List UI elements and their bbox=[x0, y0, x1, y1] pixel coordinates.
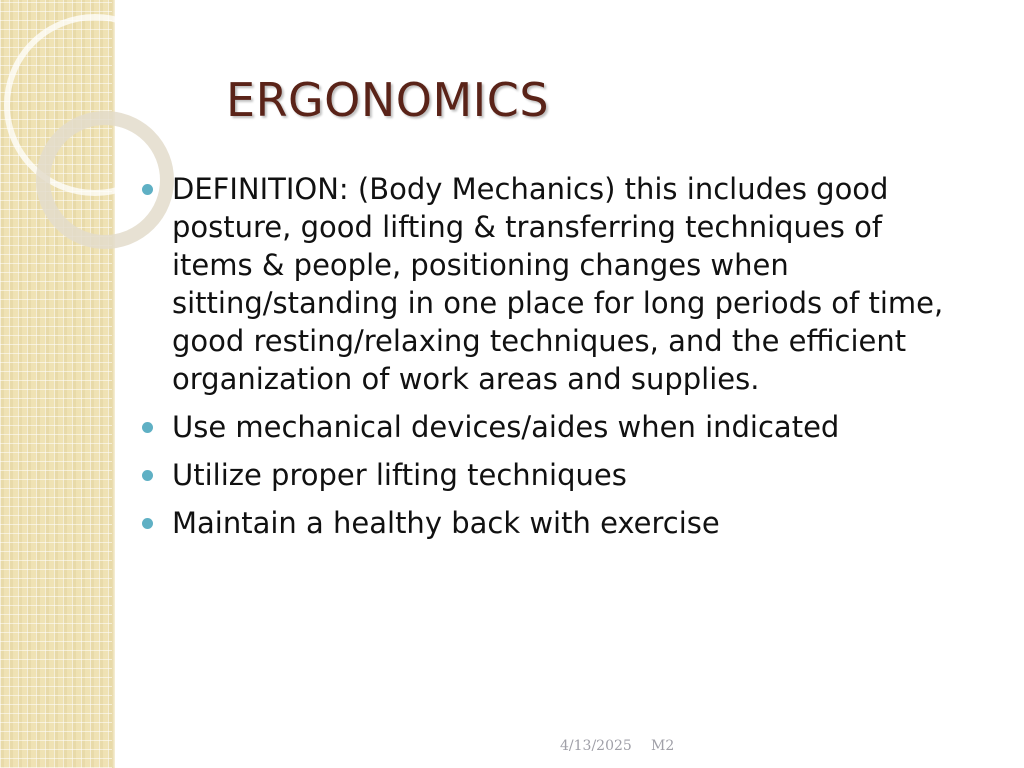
bullet-dot-icon bbox=[142, 470, 153, 481]
bullet-item-lifting-techniques bbox=[136, 456, 956, 494]
bullet-text: Use mechanical devices/aides when indicated bbox=[172, 410, 840, 444]
bullet-text: Utilize proper lifting techniques bbox=[172, 458, 627, 492]
bullet-item-mechanical-devices bbox=[136, 408, 956, 446]
bullet-text: DEFINITION: (Body Mechanics) this includes good posture, good lifting & transferring techniques of items & people, positioning changes when sitting/standing in one place for long periods of time, good resting/relaxing techniques, and the efficient organization of work areas and supplies. bbox=[172, 172, 944, 396]
bullet-dot-icon bbox=[142, 518, 153, 529]
slide-title: ERGONOMICS bbox=[226, 73, 550, 127]
footer-date: 4/13/2025 bbox=[560, 738, 632, 754]
ring-large bbox=[7, 17, 183, 193]
bullet-item-definition bbox=[136, 170, 956, 398]
bullet-item-healthy-back bbox=[136, 504, 956, 542]
bullet-list bbox=[136, 170, 956, 552]
bullet-dot-icon bbox=[142, 422, 153, 433]
bullet-text: Maintain a healthy back with exercise bbox=[172, 506, 720, 540]
footer-slide-code: M2 bbox=[651, 738, 675, 754]
bullet-dot-icon bbox=[142, 184, 153, 195]
